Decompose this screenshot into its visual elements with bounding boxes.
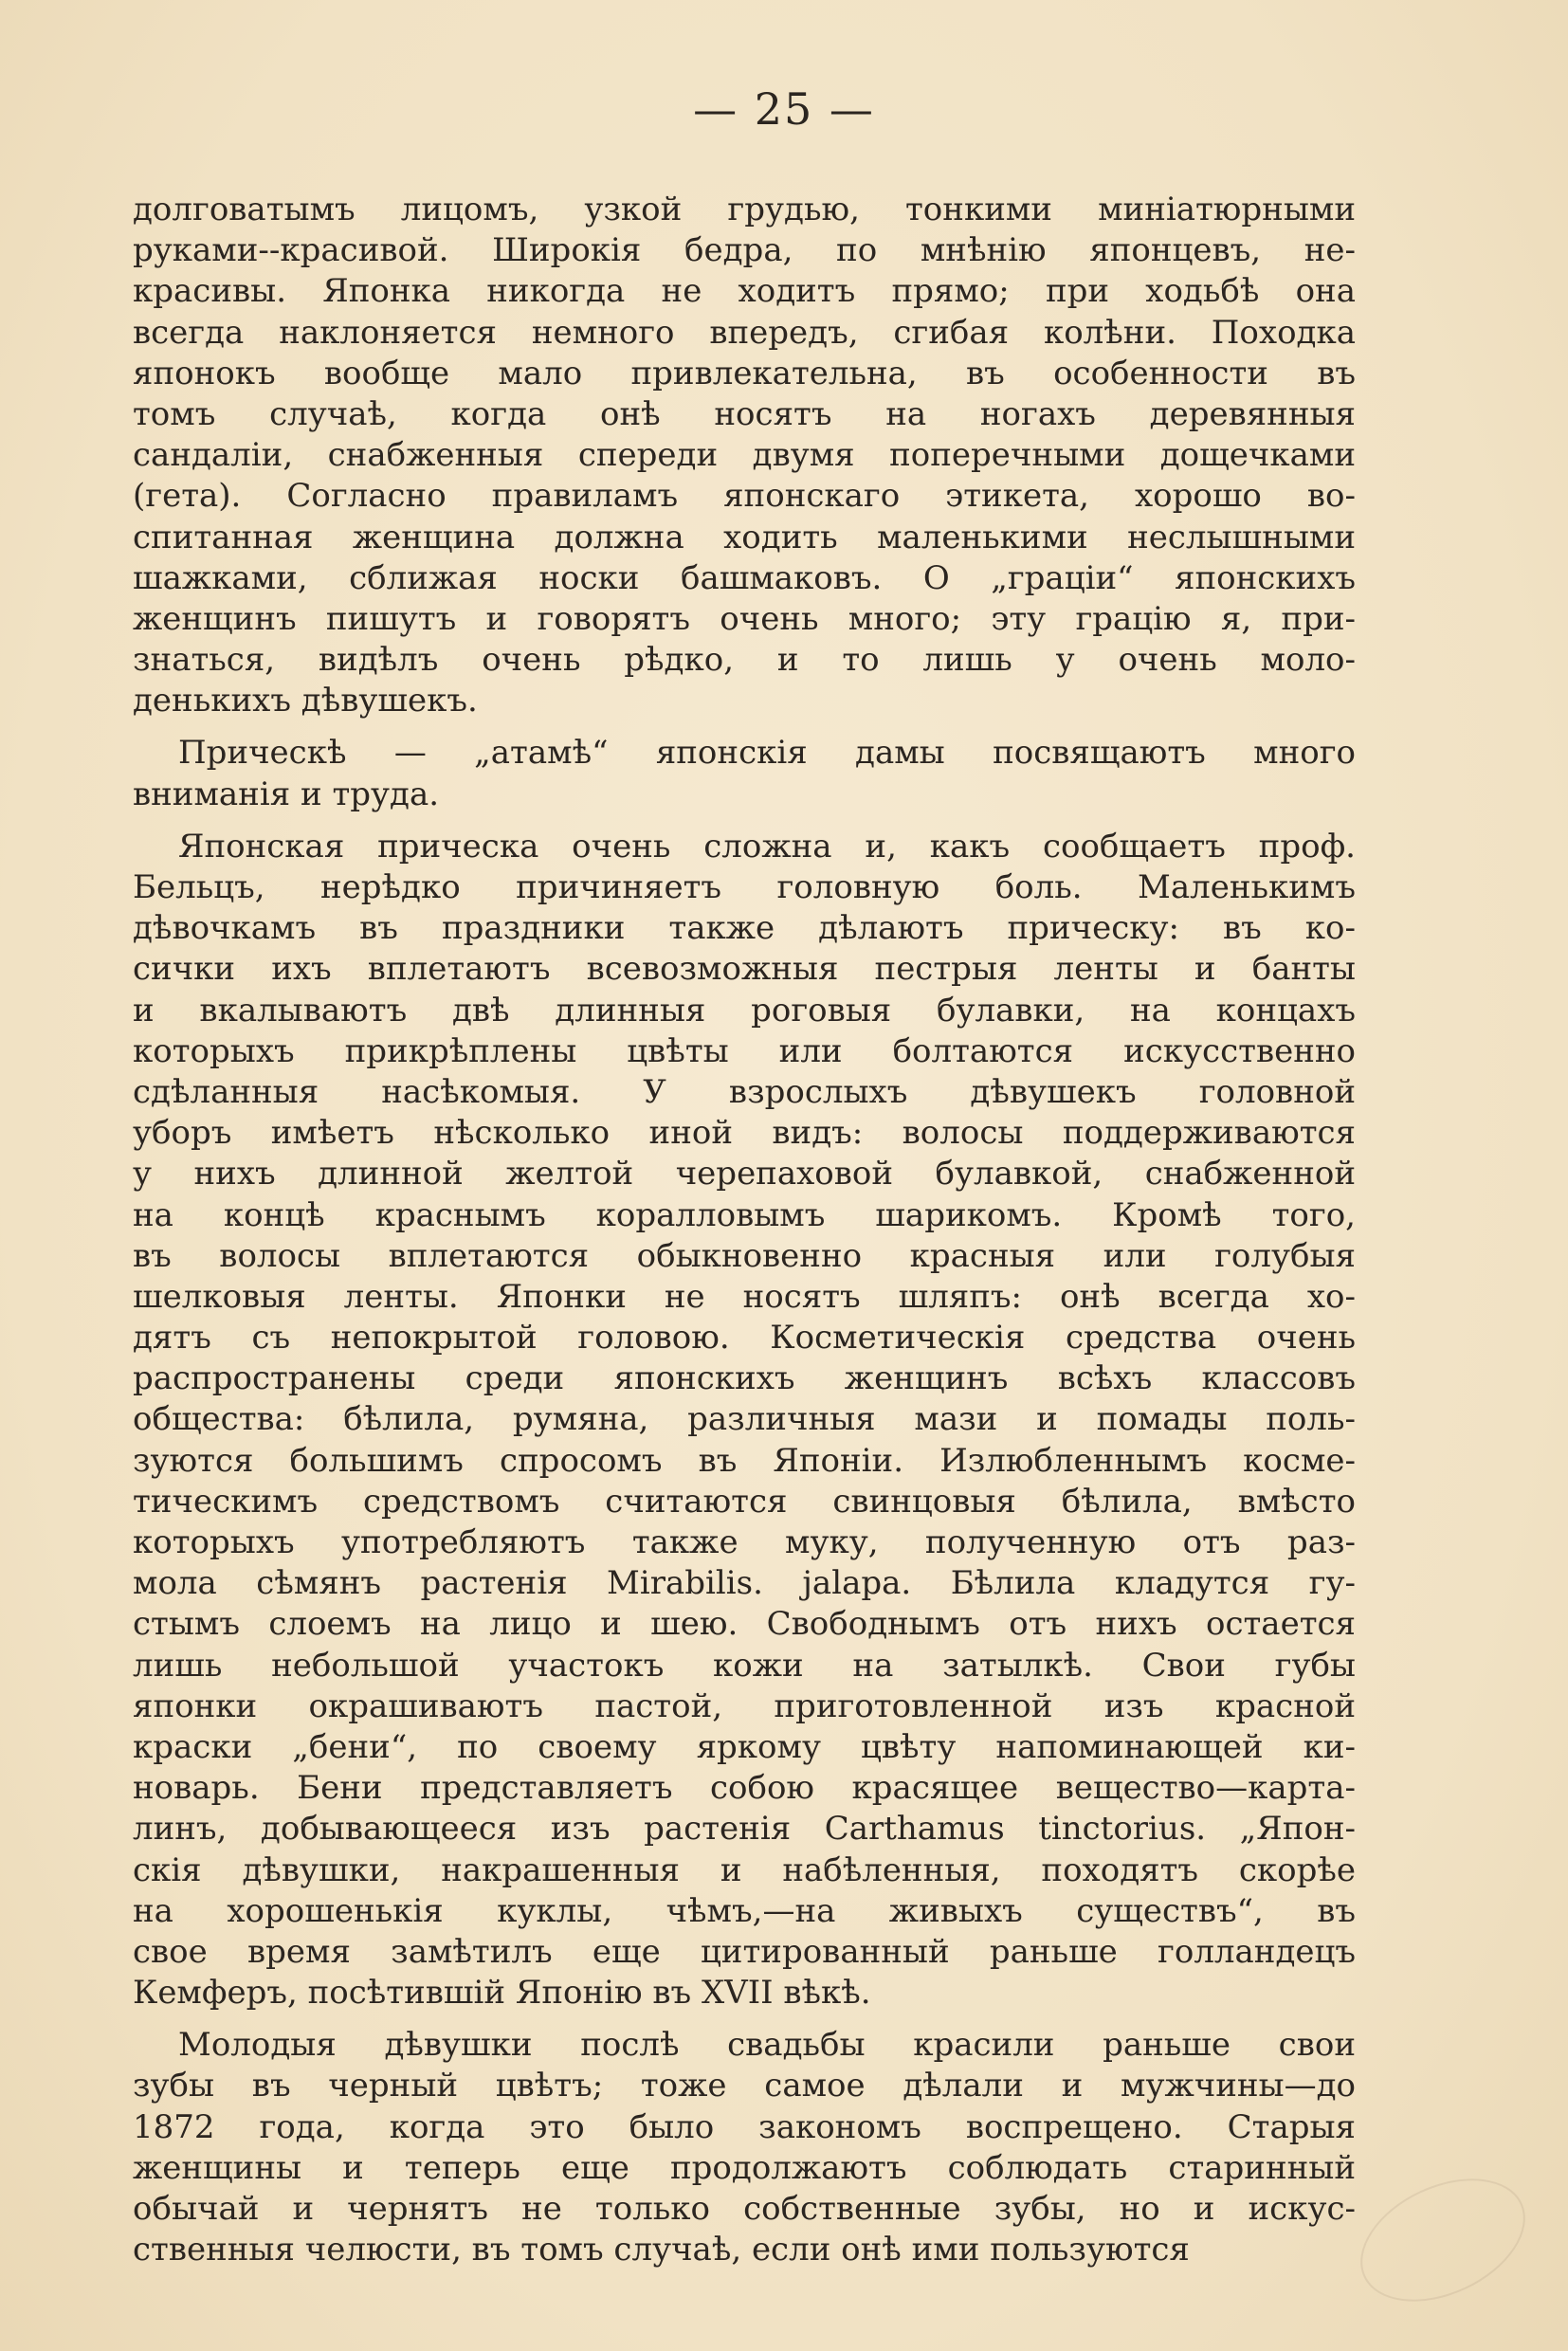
text-line: шелковыя ленты. Японки не носятъ шляпъ: онѣ всегда хо- xyxy=(133,1277,1356,1316)
text-line: Прическѣ — „атамѣ“ японскія дамы посвящаютъ много xyxy=(178,734,1356,773)
text-line: Кемферъ, посѣтившій Японію въ XVII вѣкѣ. xyxy=(133,1974,871,2013)
text-line: томъ случаѣ, когда онѣ носятъ на ногахъ деревянныя xyxy=(133,394,1356,433)
text-line: Японская прическа очень сложна и, какъ сообщаетъ проф. xyxy=(178,827,1356,866)
text-line: (гета). Согласно правиламъ японскаго этикета, хорошо во- xyxy=(133,477,1356,516)
text-line: денькихъ дѣвушекъ. xyxy=(133,682,478,720)
text-line: женщинъ пишутъ и говорятъ очень много; эту грацію я, при- xyxy=(133,599,1356,638)
text-line: сички ихъ вплетаютъ всевозможныя пестрыя ленты и банты xyxy=(133,950,1356,989)
text-line: сдѣланныя насѣкомыя. У взрослыхъ дѣвушекъ головной xyxy=(133,1072,1356,1111)
text-line: которыхъ употребляютъ также муку, полученную отъ раз- xyxy=(133,1523,1356,1561)
text-line: спитанная женщина должна ходить маленькими неслышными xyxy=(133,518,1356,556)
paragraph xyxy=(133,733,1356,814)
text-line: Бельцъ, нерѣдко причиняетъ головную боль. Маленькимъ xyxy=(133,868,1356,906)
library-stamp xyxy=(1341,2154,1545,2325)
body-text xyxy=(133,190,1356,2282)
text-line: 1872 года, когда это было закономъ воспрещено. Старыя xyxy=(133,2107,1356,2146)
text-line: красивы. Японка никогда не ходитъ прямо; при ходьбѣ она xyxy=(133,272,1356,311)
text-line: знаться, видѣлъ очень рѣдко, и то лишь у очень моло- xyxy=(133,641,1356,680)
text-line: въ волосы вплетаются обыкновенно красныя или голубыя xyxy=(133,1236,1356,1275)
paragraph xyxy=(133,2025,1356,2270)
text-line: уборъ имѣетъ нѣсколько иной видъ: волосы поддерживаются xyxy=(133,1114,1356,1153)
text-line: дятъ съ непокрытой головою. Косметическія средства очень xyxy=(133,1319,1356,1358)
text-line: Молодыя дѣвушки послѣ свадьбы красили раньше свои xyxy=(178,2026,1356,2065)
text-line: распространены среди японскихъ женщинъ всѣхъ классовъ xyxy=(133,1359,1356,1398)
text-line: тическимъ средствомъ считаются свинцовыя бѣлила, вмѣсто xyxy=(133,1482,1356,1521)
text-line: и вкалываютъ двѣ длинныя роговыя булавки, на концахъ xyxy=(133,991,1356,1030)
text-line: зуются большимъ спросомъ въ Японіи. Излюбленнымъ косме- xyxy=(133,1441,1356,1480)
text-line: зубы въ черный цвѣтъ; тоже самое дѣлали и мужчины—до xyxy=(133,2067,1356,2105)
text-line: шажками, сближая носки башмаковъ. О „граціи“ японскихъ xyxy=(133,558,1356,597)
page-number: — 25 — xyxy=(693,83,875,135)
text-line: руками--красивой. Широкія бедра, по мнѣнію японцевъ, не- xyxy=(133,231,1356,270)
text-line: на хорошенькія куклы, чѣмъ,—на живыхъ существъ“, въ xyxy=(133,1891,1356,1930)
text-line: новарь. Бени представляетъ собою красящее вещество—карта- xyxy=(133,1769,1356,1808)
paragraph xyxy=(133,190,1356,721)
text-line: на концѣ краснымъ коралловымъ шарикомъ. Кромѣ того, xyxy=(133,1195,1356,1234)
text-line: женщины и теперь еще продолжаютъ соблюдать старинный xyxy=(133,2148,1356,2187)
text-line: ственныя челюсти, въ томъ случаѣ, если онѣ ими пользуются xyxy=(133,2231,1190,2269)
text-line: стымъ слоемъ на лицо и шею. Свободнымъ отъ нихъ остается xyxy=(133,1605,1356,1644)
text-line: краски „бени“, по своему яркому цвѣту напоминающей ки- xyxy=(133,1727,1356,1766)
text-line: сандаліи, снабженныя спереди двумя поперечными дощечками xyxy=(133,436,1356,475)
text-line: долговатымъ лицомъ, узкой грудью, тонкими миніатюрными xyxy=(133,191,1356,228)
text-line: обычай и чернятъ не только собственные зубы, но и искус- xyxy=(133,2190,1356,2228)
text-line: вниманія и труда. xyxy=(133,775,440,813)
text-line: у нихъ длинной желтой черепаховой булавкой, снабженной xyxy=(133,1155,1356,1194)
text-line: дѣвочкамъ въ праздники также дѣлаютъ прическу: въ ко- xyxy=(133,909,1356,948)
paragraph xyxy=(133,827,1356,2014)
text-line: всегда наклоняется немного впередъ, сгибая колѣни. Походка xyxy=(133,313,1356,352)
text-line: скія дѣвушки, накрашенныя и набѣленныя, походятъ скорѣе xyxy=(133,1850,1356,1889)
text-line: лишь небольшой участокъ кожи на затылкѣ. Свои губы xyxy=(133,1646,1356,1685)
text-line: мола сѣмянъ растенія Mirabilis. jalapa. Бѣлила кладутся гу- xyxy=(133,1564,1356,1603)
text-line: которыхъ прикрѣплены цвѣты или болтаются искусственно xyxy=(133,1031,1356,1070)
text-line: японки окрашиваютъ пастой, приготовленной изъ красной xyxy=(133,1686,1356,1725)
text-line: свое время замѣтилъ еще цитированный раньше голландецъ xyxy=(133,1932,1356,1971)
text-line: японокъ вообще мало привлекательна, въ особенности въ xyxy=(133,354,1356,392)
text-line: линъ, добывающееся изъ растенія Carthamus tinctorius. „Япон- xyxy=(133,1810,1356,1849)
text-line: общества: бѣлила, румяна, различныя мази и помады поль- xyxy=(133,1400,1356,1439)
